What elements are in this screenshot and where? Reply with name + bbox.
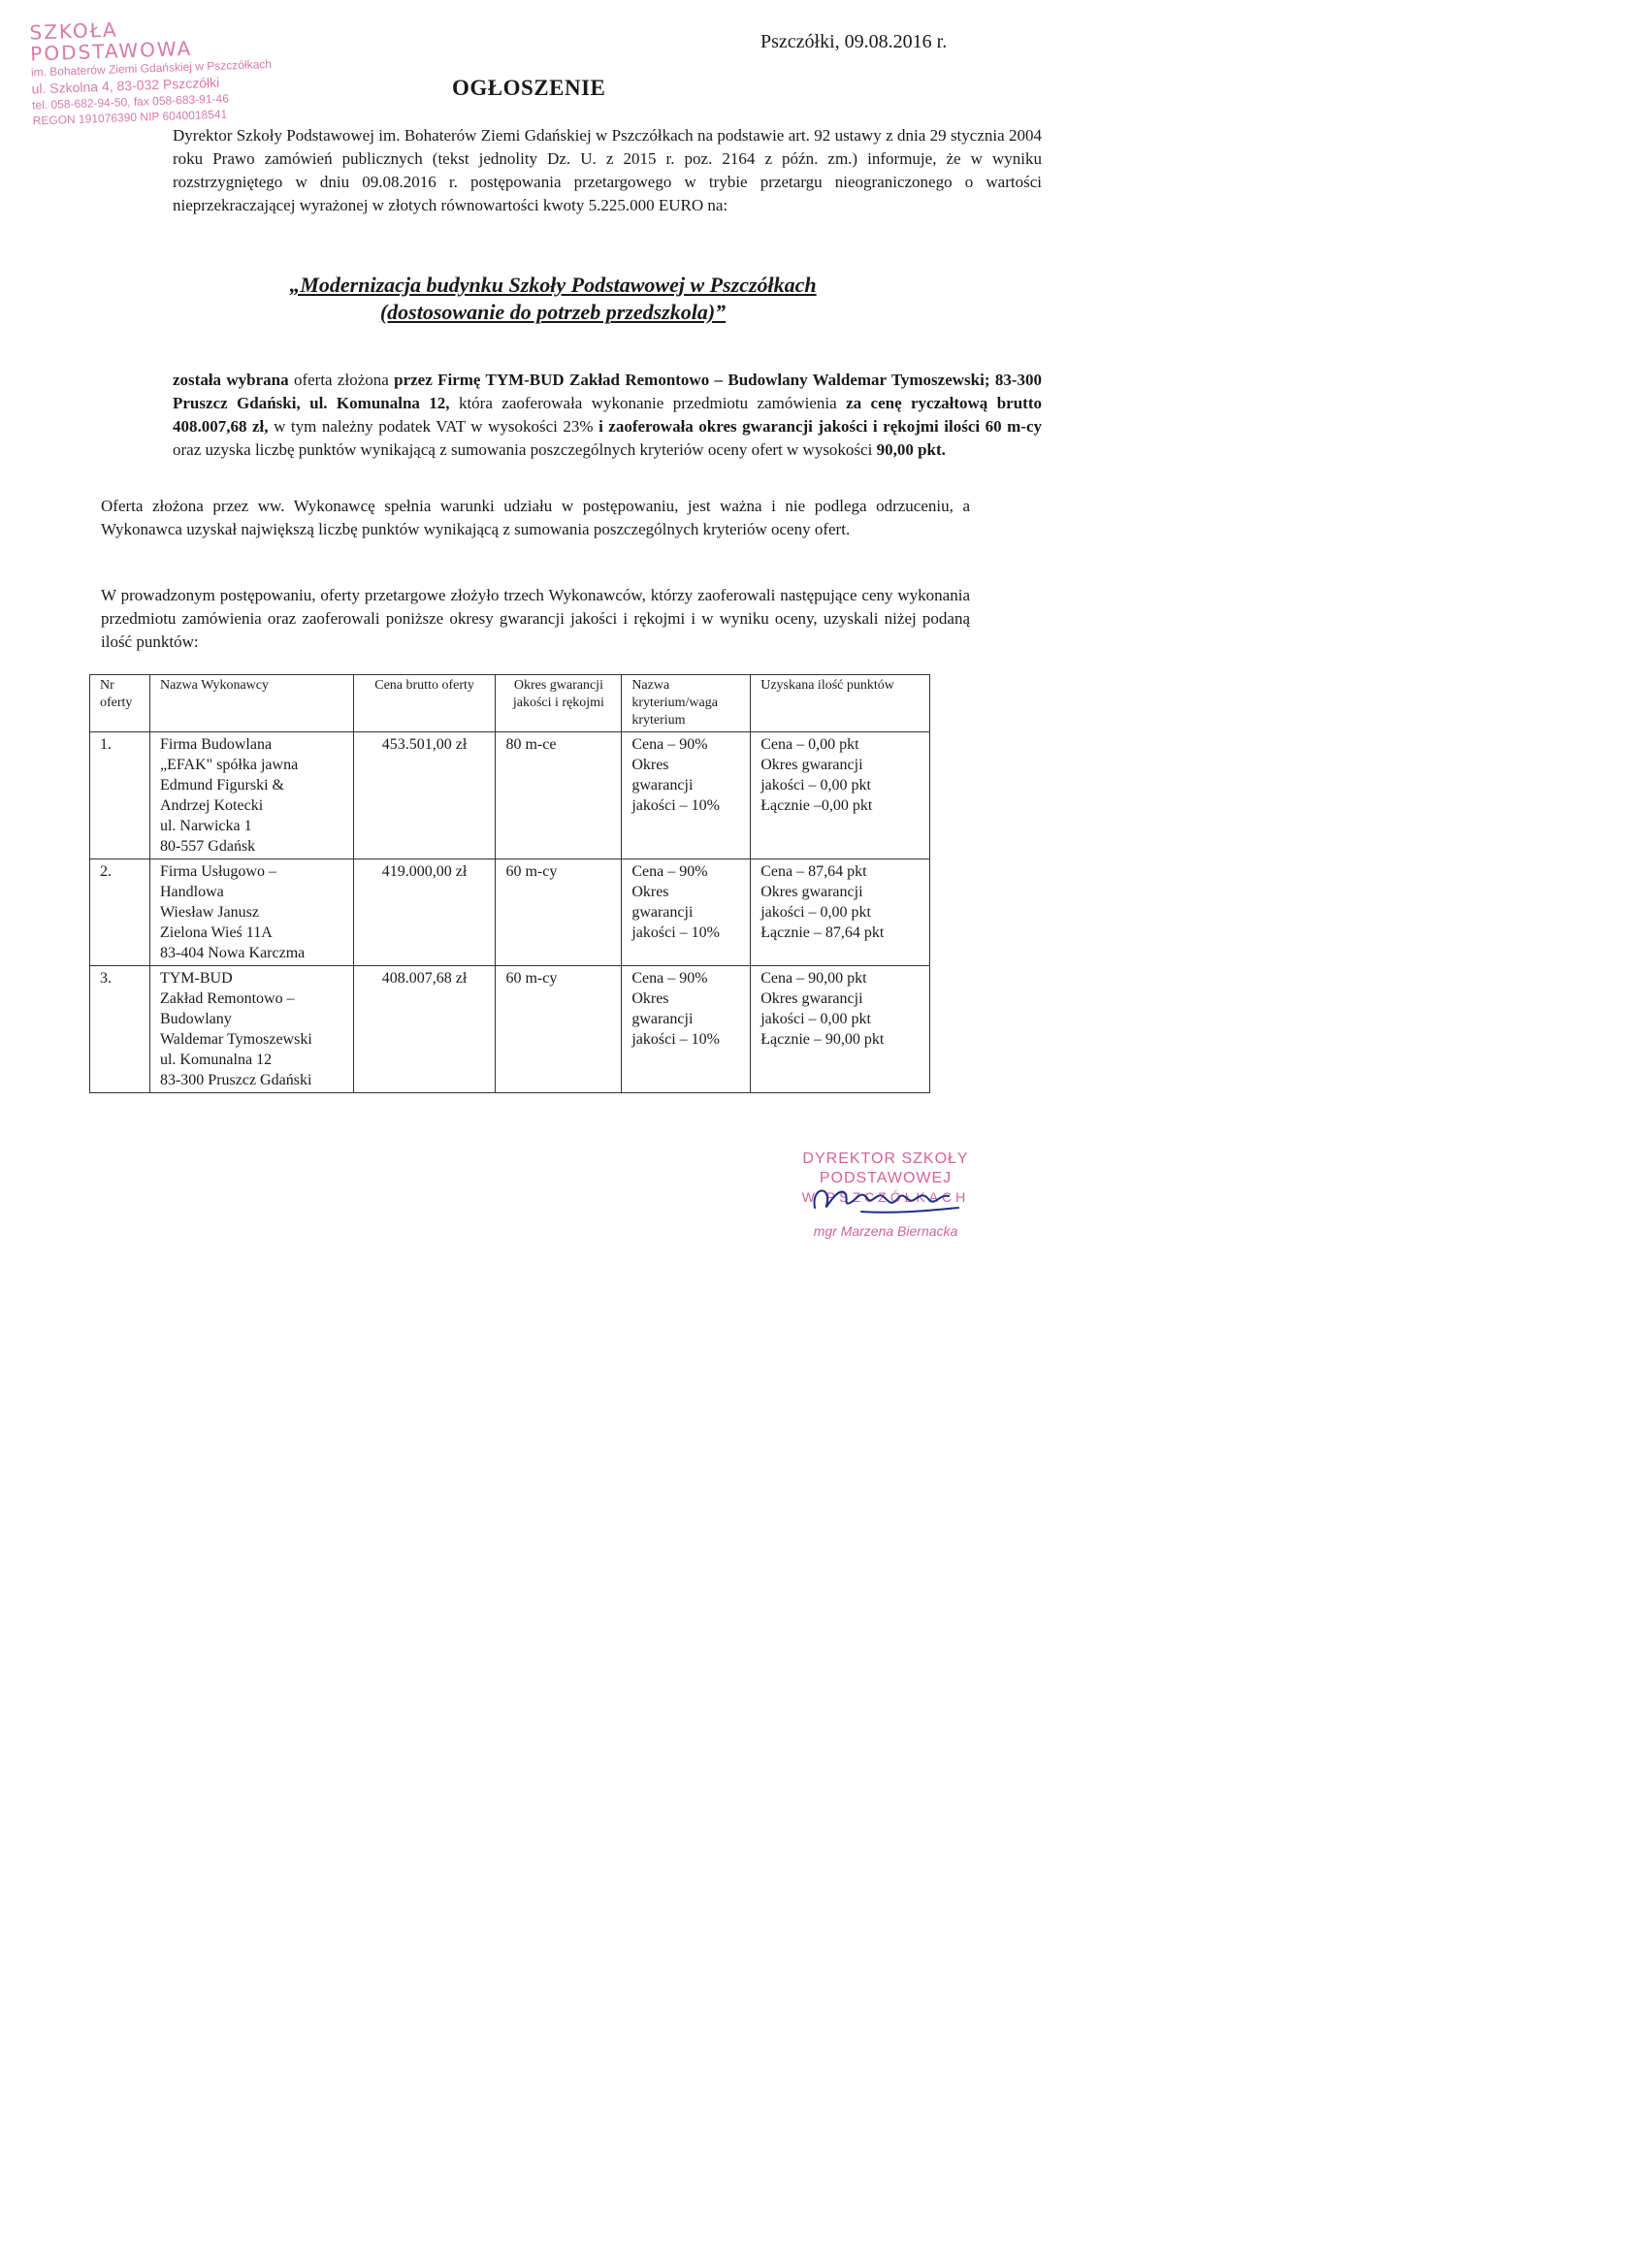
project-title-line-2: (dostosowanie do potrzeb przedszkola)” bbox=[379, 300, 727, 324]
school-stamp bbox=[29, 13, 287, 128]
stamp-title: DYREKTOR SZKOŁY PODSTAWOWEJ bbox=[802, 1150, 969, 1186]
header-nr: Nr oferty bbox=[90, 675, 150, 732]
header-points: Uzyskana ilość punktów bbox=[751, 675, 930, 732]
table-row bbox=[90, 966, 930, 1093]
cell-name: Firma Usługowo – Handlowa Wiesław Janusz Zielona Wieś 11A 83-404 Nowa Karczma bbox=[149, 859, 353, 966]
justification-paragraph: Oferta złożona przez ww. Wykonawcę spełnia warunki udziału w postępowaniu, jest ważna i nie podlega odrzuceniu, a Wykonawca uzyskał największą liczbę punktów wynikającą z sumowania poszczególnych kryteriów oceny ofert. bbox=[101, 497, 970, 538]
cell-price: 408.007,68 zł bbox=[353, 966, 496, 1093]
cell-points: Cena – 0,00 pkt Okres gwarancji jakości – 0,00 pkt Łącznie –0,00 pkt bbox=[751, 732, 930, 859]
table-header-row bbox=[90, 675, 930, 732]
cell-nr: 3. bbox=[90, 966, 150, 1093]
cell-criteria: Cena – 90% Okres gwarancji jakości – 10% bbox=[622, 859, 751, 966]
award-paragraph: została wybrana oferta złożona przez Firmę TYM-BUD Zakład Remontowo – Budowlany Waldemar Tymoszewski; 83-300 Pruszcz Gdański, ul. Komunalna 12, która zaoferowała wykonanie przedmiotu zamówienia za cenę ryczałtową brutto 408.007,68 zł, w tym należny podatek VAT w wysokości 23% i zaoferowała okres gwarancji jakości i rękojmi ilości 60 m-cy oraz uzyska liczbę punktów wynikającą z sumowania poszczególnych kryteriów oceny ofert w wysokości 90,00 pkt. bbox=[173, 371, 1042, 459]
stamp-line: ul. Szkolna 4, 83-032 Pszczółki bbox=[31, 74, 220, 97]
cell-nr: 2. bbox=[90, 859, 150, 966]
cell-criteria: Cena – 90% Okres gwarancji jakości – 10% bbox=[622, 966, 751, 1093]
cell-price: 419.000,00 zł bbox=[353, 859, 496, 966]
offers-table bbox=[89, 674, 930, 1093]
cell-name: Firma Budowlana „EFAK" spółka jawna Edmund Figurski & Andrzej Kotecki ul. Narwicka 1 80-557 Gdańsk bbox=[149, 732, 353, 859]
table-row bbox=[90, 732, 930, 859]
summary-paragraph: W prowadzonym postępowaniu, oferty przetargowe złożyło trzech Wykonawców, którzy zaoferowali następujące ceny wykonania przedmiotu zamówienia oraz zaoferowali poniższe okresy gwarancji jakości i rękojmi i w wyniku oceny, uzyskali niżej podaną ilość punktów: bbox=[101, 586, 970, 651]
header-price: Cena brutto oferty bbox=[353, 675, 496, 732]
cell-warranty: 60 m-cy bbox=[496, 859, 622, 966]
document-heading: OGŁOSZENIE bbox=[452, 76, 606, 100]
header-name: Nazwa Wykonawcy bbox=[149, 675, 353, 732]
cell-warranty: 80 m-ce bbox=[496, 732, 622, 859]
cell-name: TYM-BUD Zakład Remontowo – Budowlany Waldemar Tymoszewski ul. Komunalna 12 83-300 Pruszcz Gdański bbox=[149, 966, 353, 1093]
cell-points: Cena – 90,00 pkt Okres gwarancji jakości – 0,00 pkt Łącznie – 90,00 pkt bbox=[751, 966, 930, 1093]
table-row bbox=[90, 859, 930, 966]
stamp-line: REGON 191076390 NIP 6040018541 bbox=[32, 107, 228, 128]
handwritten-signature bbox=[793, 1179, 987, 1217]
header-warranty: Okres gwarancji jakości i rękojmi bbox=[496, 675, 622, 732]
cell-nr: 1. bbox=[90, 732, 150, 859]
intro-paragraph: Dyrektor Szkoły Podstawowej im. Bohaterów Ziemi Gdańskiej w Pszczółkach na podstawie art. 92 ustawy z dnia 29 stycznia 2004 roku Prawo zamówień publicznych (tekst jednolity Dz. U. z 2015 r. poz. 2164 z późn. zm.) informuje, że w wyniku rozstrzygniętego w dniu 09.08.2016 r. postępowania przetargowego w trybie przetargu nieograniczonego o wartości nieprzekraczającej wyrażonej w złotych równowartości kwoty 5.225.000 EURO na: bbox=[173, 126, 1042, 214]
header-criteria: Nazwa kryterium/waga kryterium bbox=[622, 675, 751, 732]
stamp-line: im. Bohaterów Ziemi Gdańskiej w Pszczółkach bbox=[30, 56, 273, 80]
stamp-line: SZKOŁA PODSTAWOWA bbox=[29, 17, 193, 66]
cell-points: Cena – 87,64 pkt Okres gwarancji jakości – 0,00 pkt Łącznie – 87,64 pkt bbox=[751, 859, 930, 966]
stamp-line: tel. 058-682-94-50, fax 058-683-91-46 bbox=[31, 91, 230, 113]
cell-price: 453.501,00 zł bbox=[353, 732, 496, 859]
cell-criteria: Cena – 90% Okres gwarancji jakości – 10% bbox=[622, 732, 751, 859]
project-title-line-1: „Modernizacja budynku Szkoły Podstawowej w Pszczółkach bbox=[289, 273, 817, 297]
document-date: Pszczółki, 09.08.2016 r. bbox=[760, 31, 948, 52]
stamp-location: W PSZCZÓŁKACH bbox=[801, 1189, 970, 1205]
cell-warranty: 60 m-cy bbox=[496, 966, 622, 1093]
stamp-name: mgr Marzena Biernacka bbox=[813, 1223, 958, 1239]
